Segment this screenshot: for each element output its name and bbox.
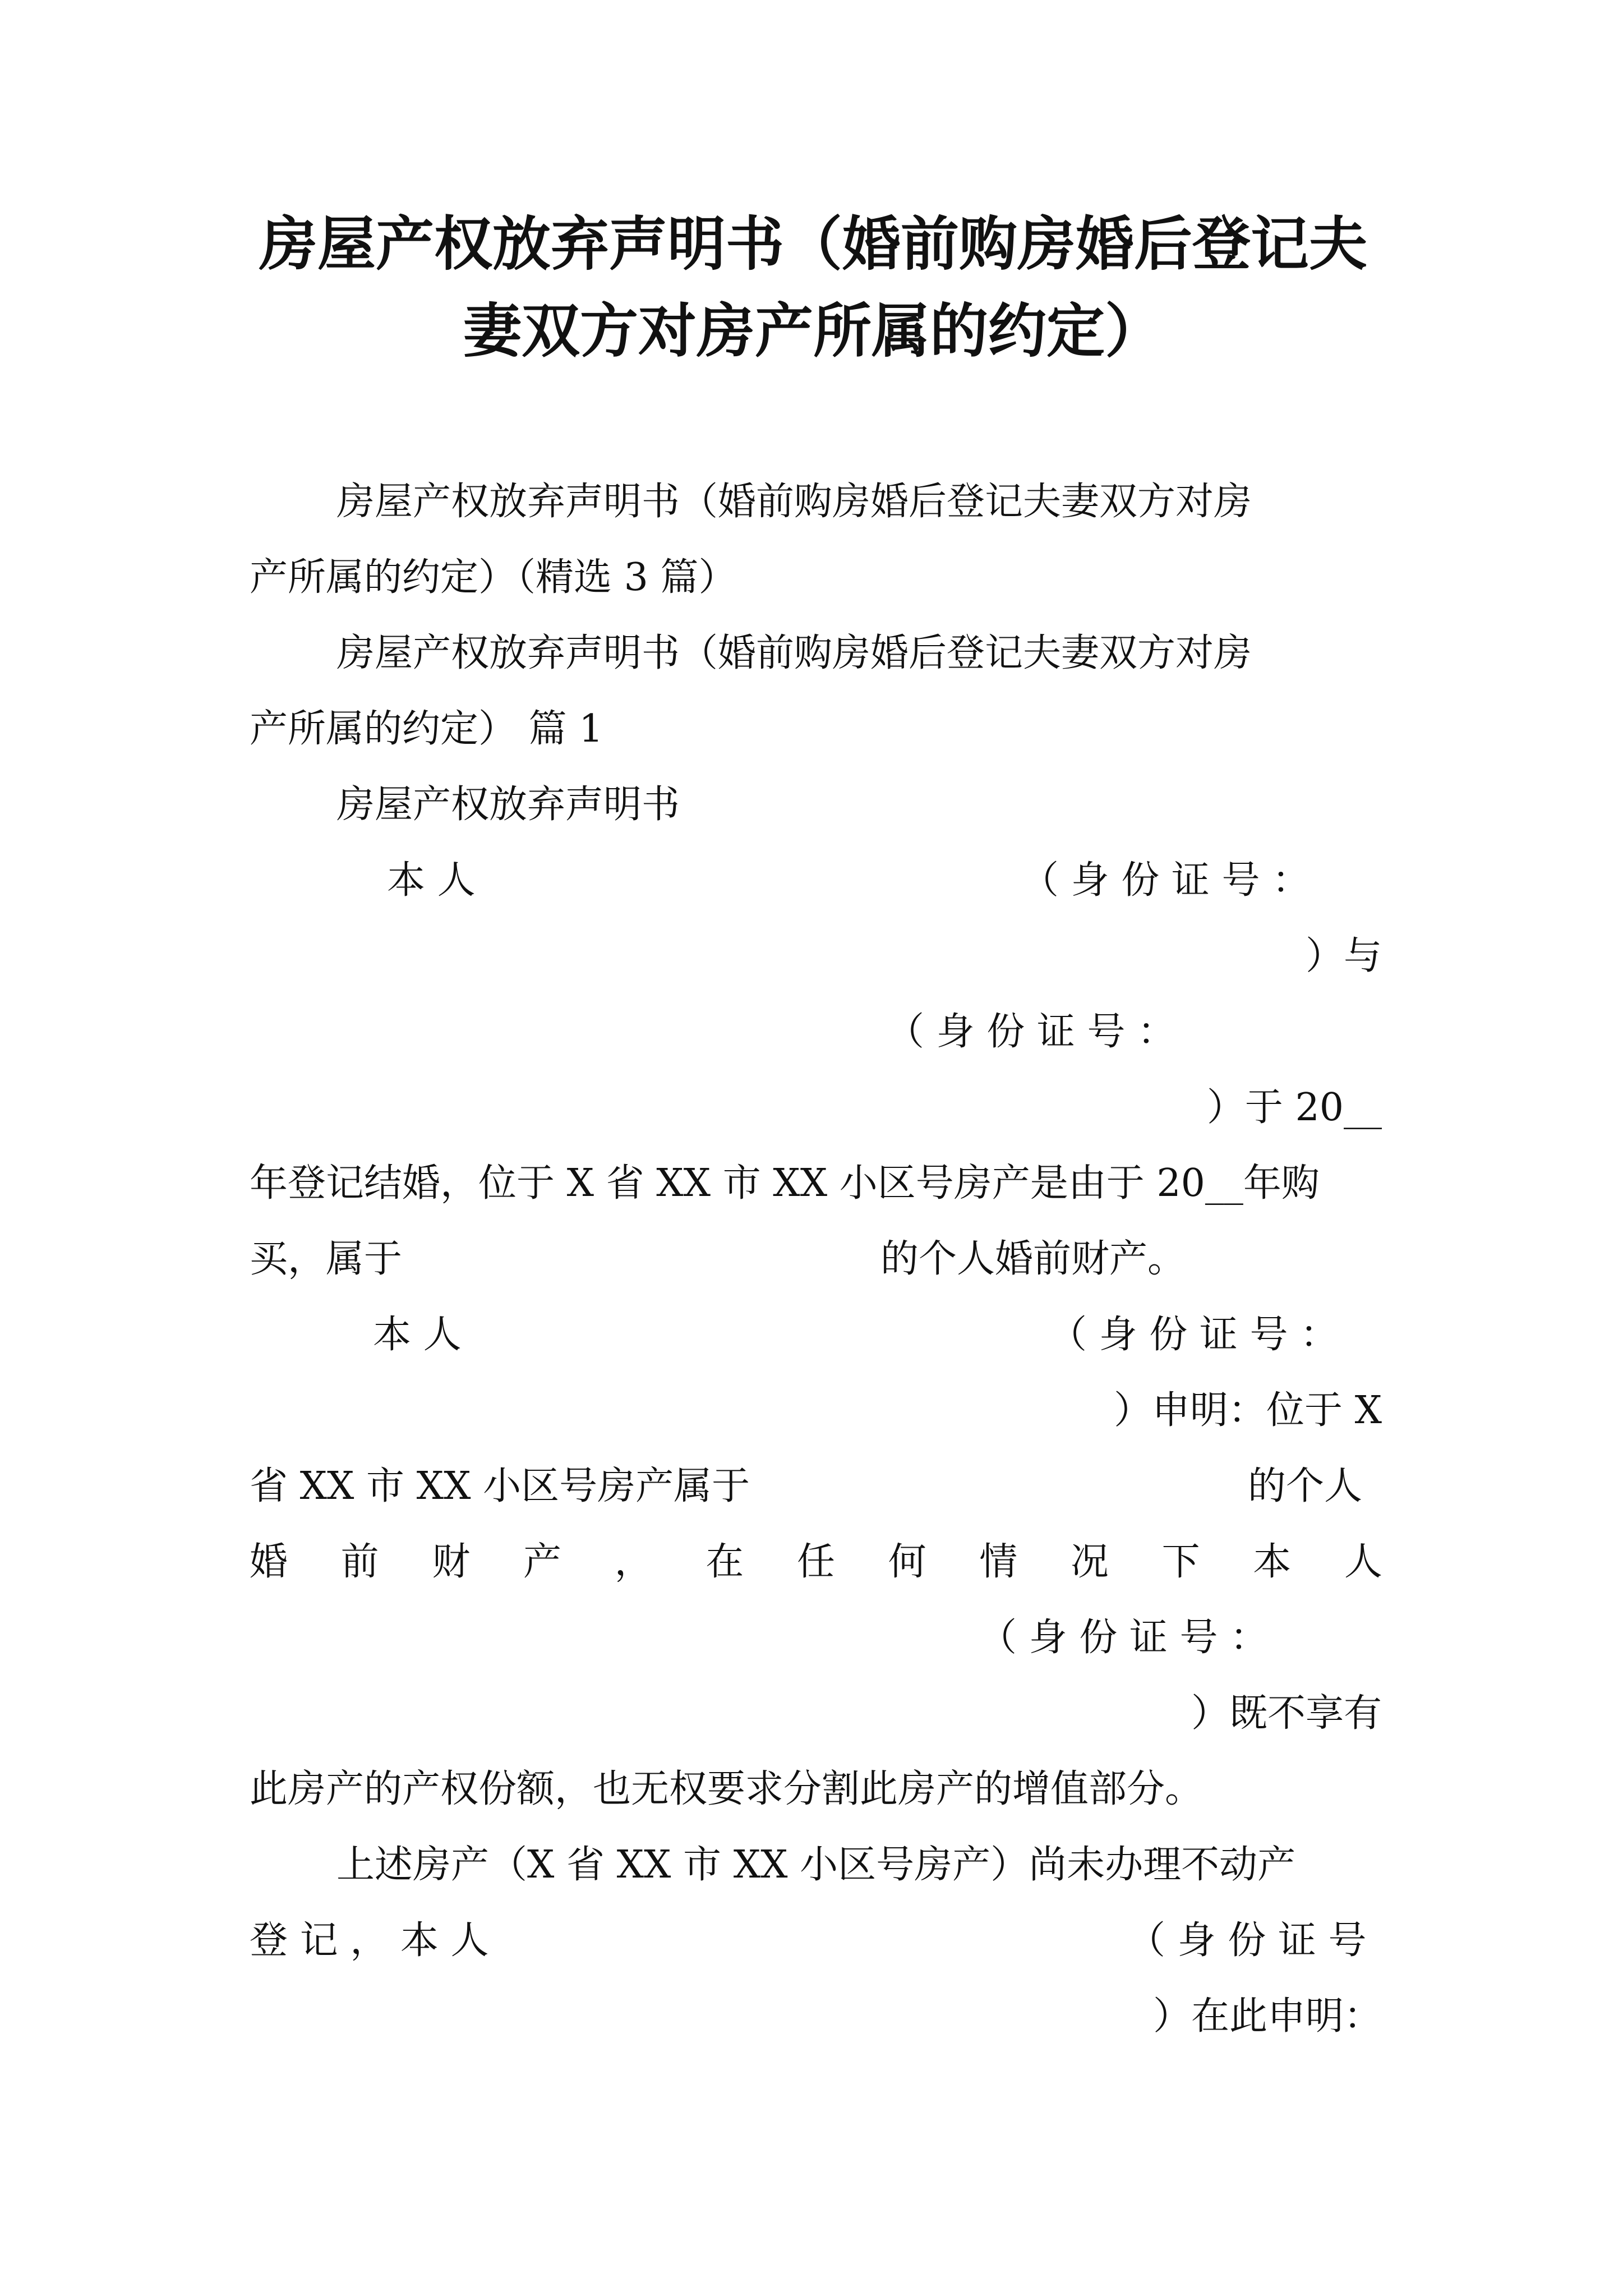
- title-line-2: 妻双方对房产所属的约定）: [463, 297, 1163, 365]
- declaration-heading: 房屋产权放弃声明书: [336, 783, 680, 827]
- registration-note: 上述房产（X 省 XX 市 XX 小区号房产）尚未办理不动产: [336, 1843, 1296, 1887]
- justified-char: 下: [1161, 1540, 1200, 1584]
- property-owner-label: 买，属于: [250, 1237, 403, 1281]
- declarant-id-label: （ 身 份 证 号 ：: [1049, 1313, 1339, 1357]
- property-belongs-suffix: 的个人: [1248, 1464, 1363, 1508]
- section-title-line-1: 房屋产权放弃声明书（婚前购房婚后登记夫妻双方对房: [336, 631, 1252, 675]
- marriage-line: 年登记结婚，位于 X 省 XX 市 XX 小区号房产是由于 20__年购: [250, 1161, 1320, 1205]
- justified-char: 人: [1344, 1540, 1382, 1584]
- justified-char: 况: [1070, 1540, 1109, 1584]
- justified-char: 任: [796, 1540, 835, 1584]
- property-belongs-label: 省 XX 市 XX 小区号房产属于: [250, 1464, 750, 1508]
- justified-char: 何: [888, 1540, 926, 1584]
- registration-id-label: （ 身 份 证 号: [1127, 1918, 1367, 1963]
- justified-line: [250, 1534, 1382, 1590]
- justified-char: 前: [340, 1540, 379, 1584]
- spouse-id-close: ）既不享有: [1191, 1691, 1382, 1736]
- party-b-id-label: （ 身 份 证 号 ：: [886, 1010, 1176, 1054]
- party-a-id-close: ）与: [1305, 934, 1382, 978]
- section-title-line-2: 产所属的约定） 篇 1: [250, 707, 603, 751]
- justified-char: 情: [979, 1540, 1018, 1584]
- party-a-id-label: （ 身 份 证 号 ：: [1021, 858, 1311, 903]
- party-b-id-close: ）于 20__: [1206, 1085, 1382, 1130]
- justified-char: 财: [432, 1540, 471, 1584]
- intro-line-1: 房屋产权放弃声明书（婚前购房婚后登记夫妻双方对房: [336, 480, 1252, 524]
- title-line-1: 房屋产权放弃声明书（婚前购房婚后登记夫: [259, 210, 1367, 278]
- property-owner-suffix: 的个人婚前财产。: [880, 1237, 1186, 1281]
- registration-statement: ）在此申明：: [1152, 1994, 1382, 2039]
- justified-char: 在: [706, 1540, 744, 1584]
- registration-declarant-label: 登 记 ， 本 人: [250, 1918, 489, 1963]
- justified-char: ，: [614, 1540, 653, 1584]
- declarant-label: 本 人: [373, 1313, 462, 1357]
- justified-char: 本: [1253, 1540, 1292, 1584]
- justified-char: 婚: [250, 1540, 288, 1584]
- spouse-id-label: （ 身 份 证 号 ：: [979, 1616, 1269, 1660]
- declarant-statement: ）申明：位于 X: [1113, 1388, 1382, 1433]
- waiver-statement: 此房产的产权份额，也无权要求分割此房产的增值部分。: [250, 1767, 1204, 1811]
- intro-line-2: 产所属的约定）（精选 3 篇）: [250, 555, 737, 600]
- justified-char: 产: [523, 1540, 561, 1584]
- party-a-label: 本 人: [387, 858, 476, 903]
